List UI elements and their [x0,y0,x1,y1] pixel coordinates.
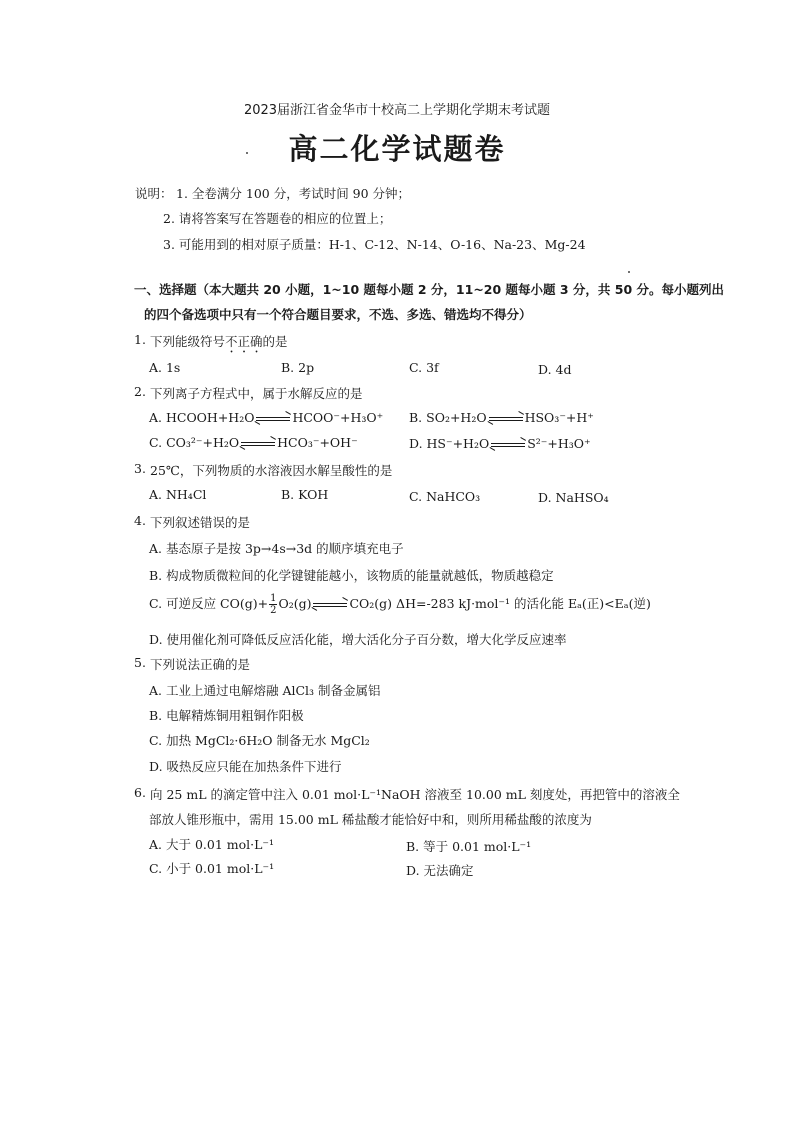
question-stem-line2: 部放人锥形瓶中，需用 15.00 mL 稀盐酸才能恰好中和，则所用稀盐酸的浓度为 [149,812,592,827]
option-c: C. CO₃²⁻+H₂O HCO₃⁻+OH⁻ [149,435,358,450]
option-b: B. 构成物质微粒间的化学键键能越小，该物质的能量就越低，物质越稳定 [149,568,554,583]
question-stem: 25℃，下列物质的水溶液因水解呈酸性的是 [150,463,393,478]
question-stem: 下列叙述错误的是 [150,515,251,530]
instruction-item-2: 2. 请将答案写在答题卷的相应的位置上； [163,211,392,226]
option-b: B. KOH [281,487,329,502]
exam-title: 高二化学试题卷 [288,132,506,166]
option-c: C. 可逆反应 CO(g)+ $\frac{1}{2}$ O₂(g) CO₂(g) ΔH=-283 kJ·mol⁻¹ 的活化能 Eₐ(正)<Eₐ(逆) [149,593,651,616]
scan-speck [628,271,630,273]
question-number: 4. [134,513,146,528]
option-a: A. 大于 0.01 mol·L⁻¹ [149,837,275,852]
option-a: A. 1s [149,360,181,375]
option-a: A. NH₄Cl [149,487,207,502]
option-b: B. 2p [281,360,315,375]
option-a: A. HCOOH+H₂O HCOO⁻+H₃O⁺ [149,410,383,425]
option-c: C. 小于 0.01 mol·L⁻¹ [149,861,275,876]
fraction: $\frac{1}{2}$ [270,593,277,616]
scan-speck [246,152,248,154]
option-c: C. NaHCO₃ [409,489,481,504]
option-d: D. 使用催化剂可降低反应活化能，增大活化分子百分数，增大化学反应速率 [149,632,567,647]
question-number: 6. [134,785,146,800]
equilibrium-arrow [256,415,290,423]
option-c: C. 3f [409,360,439,375]
question-number: 3. [134,461,146,476]
instructions-label: 说明： [135,186,173,201]
equilibrium-arrow [241,440,275,448]
section-title-line1: 一、选择题（本大题共 20 小题，1~10 题每小题 2 分，11~20 题每小题 3 分，共 50 分。每小题列出 [134,282,725,297]
equilibrium-arrow [491,441,525,449]
instruction-item-3: 3. 可能用到的相对原子质量：H-1、C-12、N-14、O-16、Na-23、Mg-24 [163,237,586,252]
option-c: C. 加热 MgCl₂·6H₂O 制备无水 MgCl₂ [149,733,370,748]
question-stem: 下列能级符号不正确的是 [150,334,288,349]
option-d: D. HS⁻+H₂O S²⁻+H₃O⁺ [409,436,591,451]
option-d: D. 无法确定 [406,863,474,878]
instruction-item-1: 1. 全卷满分 100 分，考试时间 90 分钟； [176,186,411,201]
question-stem: 下列离子方程式中，属于水解反应的是 [150,386,363,401]
option-b: B. 等于 0.01 mol·L⁻¹ [406,839,532,854]
equilibrium-arrow [313,601,347,609]
option-b: B. SO₂+H₂O HSO₃⁻+H⁺ [409,410,594,425]
emphasized-text: 不正确 [225,334,263,349]
option-d: D. NaHSO₄ [538,490,609,505]
option-a: A. 基态原子是按 3p→4s→3d 的顺序填充电子 [149,541,404,556]
option-b: B. 电解精炼铜用粗铜作阳极 [149,708,304,723]
option-a: A. 工业上通过电解熔融 AlCl₃ 制备金属铝 [149,683,381,698]
question-number: 2. [134,384,146,399]
exam-super-title: 2023届浙江省金华市十校高二上学期化学期末考试题 [243,103,551,118]
question-number: 1. [134,332,146,347]
option-d: D. 4d [538,362,572,377]
section-title-line2: 的四个备选项中只有一个符合题目要求，不选、多选、错选均不得分） [144,307,532,322]
question-stem: 下列说法正确的是 [150,657,251,672]
option-d: D. 吸热反应只能在加热条件下进行 [149,759,342,774]
equilibrium-arrow [489,415,523,423]
question-number: 5. [134,655,146,670]
question-stem-line1: 向 25 mL 的滴定管中注入 0.01 mol·L⁻¹NaOH 溶液至 10.00 mL 刻度处，再把管中的溶液全 [150,787,680,802]
